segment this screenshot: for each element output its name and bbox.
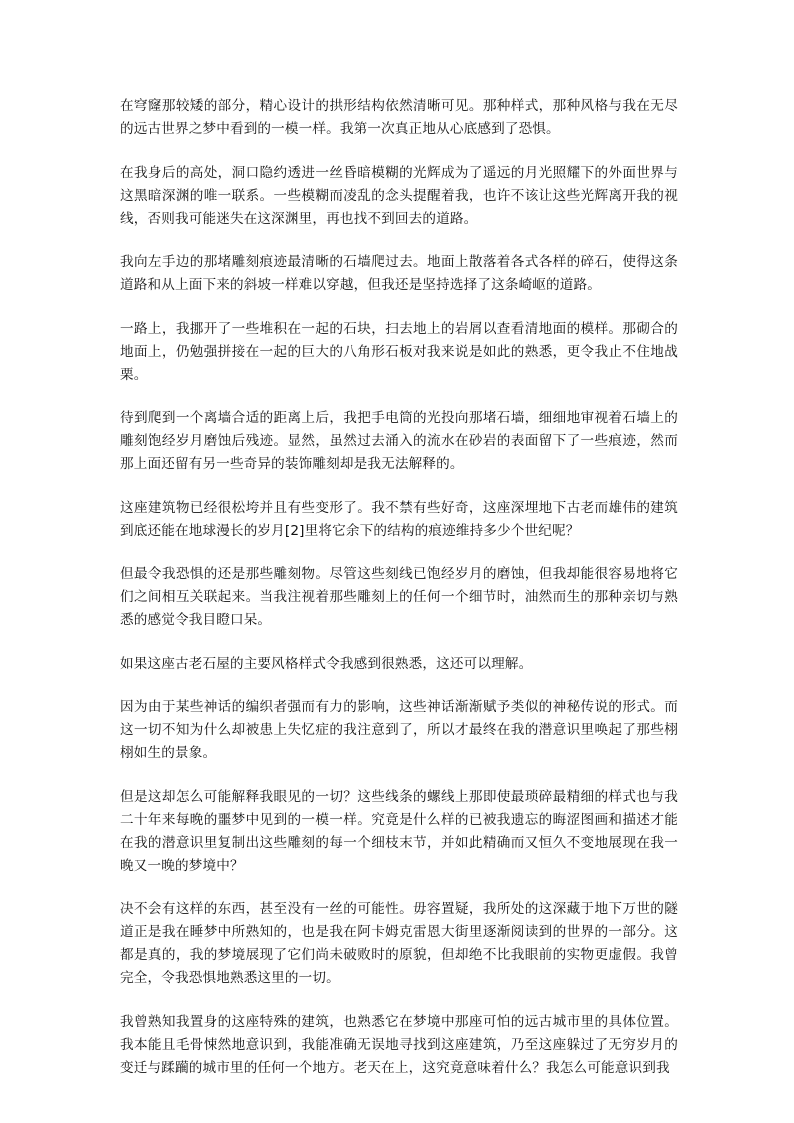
paragraph-1: 在穹窿那较矮的部分，精心设计的拱形结构依然清晰可见。那种样式，那种风格与我在无尽的远古世界之梦中看到的一模一样。我第一次真正地从心底感到了恐惧。 [120, 98, 678, 137]
paragraph-9: 因为由于某些神话的编织者强而有力的影响，这些神话渐渐赋予类似的神秘传说的形式。而这一切不知为什么却被患上失忆症的我注意到了，所以才最终在我的潜意识里唤起了那些栩栩如生的景象。 [120, 699, 678, 761]
paragraph-11: 决不会有这样的东西，甚至没有一丝的可能性。毋容置疑，我所处的这深藏于地下万世的隧道正是我在睡梦中所熟知的，也是我在阿卡姆克雷恩大街里逐渐阅读到的世界的一部分。这都是真的，我的梦境展现了它们尚未破败时的原貌，但却绝不比我眼前的实物更虚假。我曾完全，令我恐惧地熟悉这里的一切。 [120, 901, 678, 986]
paragraph-4: 一路上，我挪开了一些堆积在一起的石块，扫去地上的岩屑以查看清地面的模样。那砌合的地面上，仍勉强拼接在一起的巨大的八角形石板对我来说是如此的熟悉，更令我止不住地战栗。 [120, 320, 678, 383]
paragraph-7: 但最令我恐惧的还是那些雕刻物。尽管这些刻线已饱经岁月的磨蚀，但我却能很容易地将它们之间相互关联起来。当我注视着那些雕刻上的任何一个细节时，油然而生的那种亲切与熟悉的感觉令我目瞪口呆。 [120, 566, 678, 628]
paragraph-8: 如果这座古老石屋的主要风格样式令我感到很熟悉，这还可以理解。 [120, 655, 533, 672]
paragraph-10: 但是这却怎么可能解释我眼见的一切？这些线条的螺线上那即使最琐碎最精细的样式也与我二十年来每晚的噩梦中见到的一模一样。究竟是什么样的已被我遗忘的晦涩图画和描述才能在我的潜意识里复制出这些雕刻的每一个细枝末节，并如此精确而又恒久不变地展现在我一晚又一晚的梦境中？ [120, 788, 678, 874]
paragraph-12: 我曾熟知我置身的这座特殊的建筑，也熟悉它在梦境中那座可怕的远古城市里的具体位置。我本能且毛骨悚然地意识到，我能准确无误地寻找到这座建筑，乃至这座躲过了无穷岁月的变迁与蹂躏的城市里的任何一个地方。老天在上，这究竟意味着什么？我怎么可能意识到我 [120, 1013, 678, 1076]
paragraph-3: 我向左手边的那堵雕刻痕迹最清晰的石墙爬过去。地面上散落着各式各样的碎石，使得这条道路和从上面下来的斜坡一样难以穿越，但我还是坚持选择了这条崎岖的道路。 [120, 254, 678, 293]
paragraph-6: 这座建筑物已经很松垮并且有些变形了。我不禁有些好奇，这座深埋地下古老而雄伟的建筑到底还能在地球漫长的岁月[2]里将它余下的结构的痕迹维持多少个世纪呢？ [120, 499, 678, 539]
paragraph-5: 待到爬到一个离墙合适的距离上后，我把手电筒的光投向那堵石墙，细细地审视着石墙上的雕刻饱经岁月磨蚀后残迹。显然，虽然过去涌入的流水在砂岩的表面留下了一些痕迹，然而那上面还留有另一些奇异的装饰雕刻却是我无法解释的。 [120, 410, 678, 472]
paragraph-2: 在我身后的高处，洞口隐约透进一丝昏暗模糊的光辉成为了遥远的月光照耀下的外面世界与这黑暗深渊的唯一联系。一些模糊而凌乱的念头提醒着我，也许不该让这些光辉离开我的视线，否则我可能迷失在这深渊里，再也找不到回去的道路。 [120, 164, 678, 227]
document-body [120, 95, 678, 1100]
